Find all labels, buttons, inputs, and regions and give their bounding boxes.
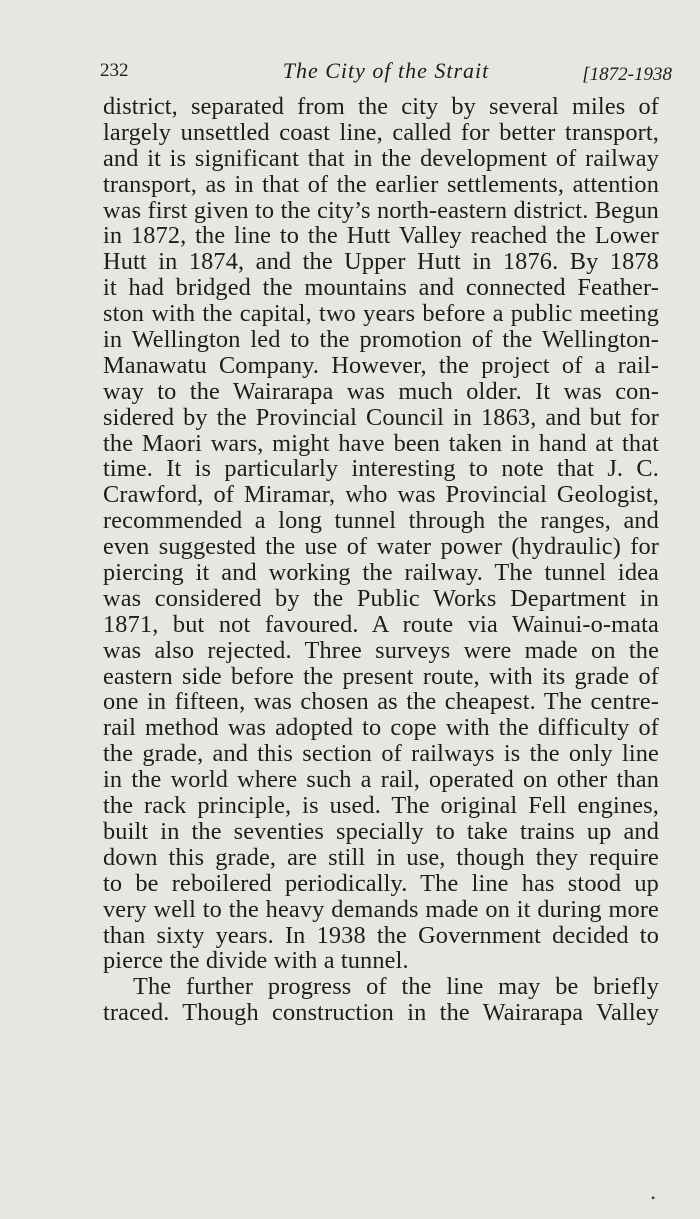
text-line: in the world where such a rail, operated on other than xyxy=(103,767,659,794)
text-line: way to the Wairarapa was much older. It was con- xyxy=(103,378,659,405)
text-line: The further progress of the line may be briefly xyxy=(133,974,659,1001)
text-line: the Maori wars, might have been taken in hand at that xyxy=(103,430,659,457)
text-line: piercing it and working the railway. The tunnel idea xyxy=(103,560,659,586)
text-line: Manawatu Company. However, the project of a rail- xyxy=(103,352,659,379)
text-line: rail method was adopted to cope with the difficulty of xyxy=(103,715,659,742)
text-line: sidered by the Provincial Council in 1863, and but for xyxy=(103,404,659,431)
text-line: even suggested the use of water power (hydraulic) for xyxy=(103,534,659,561)
running-header xyxy=(100,58,672,88)
page-number: 232 xyxy=(100,60,129,81)
text-line: and it is significant that in the development of railway xyxy=(103,145,659,172)
text-line: the grade, and this section of railways is the only line xyxy=(103,741,659,768)
text-line: Crawford, of Miramar, who was Provincial Geologist, xyxy=(103,482,659,509)
text-line: the rack principle, is used. The original Fell engines, xyxy=(103,793,659,819)
text-line: transport, as in that of the earlier settlements, attention xyxy=(103,171,659,198)
text-line: than sixty years. In 1938 the Government decided to xyxy=(103,922,659,949)
printer-mark: • xyxy=(651,1191,656,1205)
text-line: 1871, but not favoured. A route via Wainui-o-mata xyxy=(103,611,659,638)
text-line: eastern side before the present route, with its grade of xyxy=(103,663,659,690)
text-line: in Wellington led to the promotion of the Wellington- xyxy=(103,327,659,353)
text-line: to be reboilered periodically. The line has stood up xyxy=(103,870,659,897)
body-text xyxy=(103,94,659,1026)
text-line: ston with the capital, two years before a public meeting xyxy=(103,301,659,328)
text-line: recommended a long tunnel through the ranges, and xyxy=(103,508,659,535)
text-line: largely unsettled coast line, called for better transport, xyxy=(103,119,659,146)
date-range: [1872-1938 xyxy=(582,64,672,85)
text-line: was first given to the city’s north-eastern district. Begun xyxy=(103,197,659,224)
text-line: time. It is particularly interesting to note that J. C. xyxy=(103,456,659,483)
text-line: traced. Though construction in the Wairarapa Valley xyxy=(103,1000,659,1027)
text-line: district, separated from the city by several miles of xyxy=(103,94,659,120)
text-line: it had bridged the mountains and connected Feather- xyxy=(103,275,659,302)
text-line: one in fifteen, was chosen as the cheapest. The centre- xyxy=(103,689,659,716)
text-line: was considered by the Public Works Department in xyxy=(103,585,659,612)
text-line: pierce the divide with a tunnel. xyxy=(103,948,409,975)
text-line: very well to the heavy demands made on it during more xyxy=(103,896,659,923)
text-line: Hutt in 1874, and the Upper Hutt in 1876. By 1878 xyxy=(103,249,659,276)
text-line: built in the seventies specially to take trains up and xyxy=(103,818,659,845)
text-line: in 1872, the line to the Hutt Valley reached the Lower xyxy=(103,223,659,250)
running-title: The City of the Strait xyxy=(282,58,490,83)
text-line: down this grade, are still in use, though they require xyxy=(103,844,659,871)
text-line: was also rejected. Three surveys were made on the xyxy=(103,637,659,664)
